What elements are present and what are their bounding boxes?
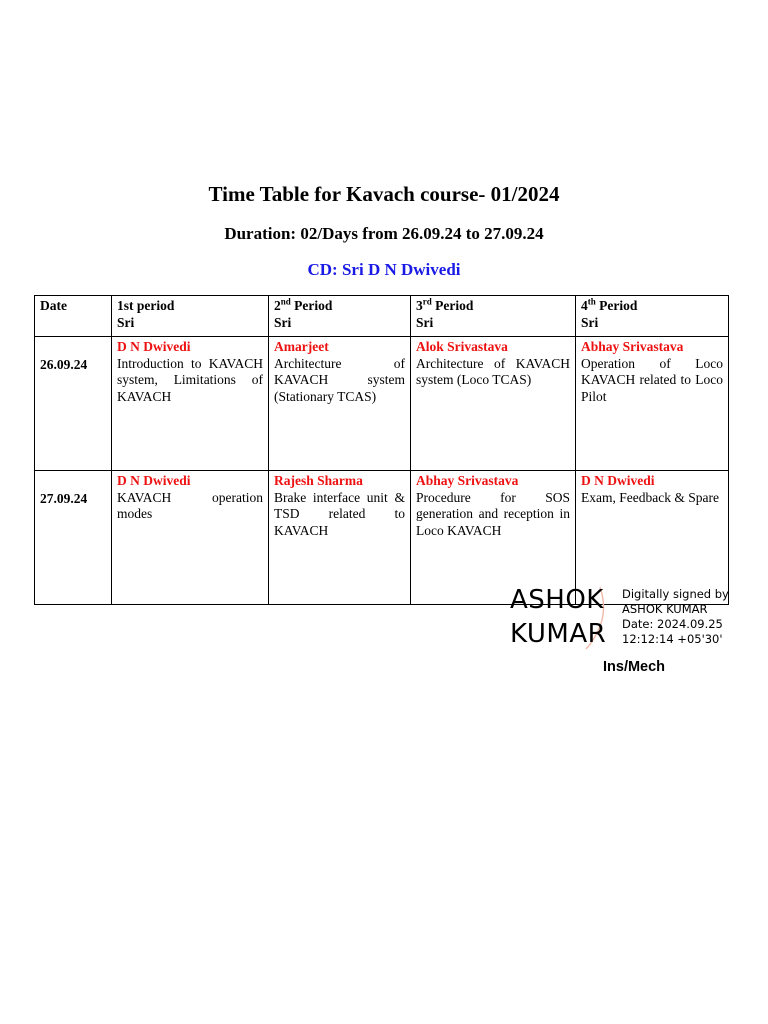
header-period-1: [112, 296, 269, 337]
teacher-name: Amarjeet: [274, 339, 329, 354]
header-label: 2nd Period: [274, 296, 333, 313]
timetable-header-row: [35, 296, 729, 337]
header-period-3: [411, 296, 576, 337]
topic-text: Architecture of KAVACH system (Stationary TCAS): [274, 355, 405, 404]
period-cell: [576, 337, 729, 471]
header-date: [35, 296, 112, 337]
topic-text: KAVACH operation modes: [117, 489, 263, 521]
header-period-2: [269, 296, 411, 337]
topic-text: Brake interface unit & TSD related to KAVACH: [274, 489, 405, 538]
digital-signature: [510, 583, 750, 653]
teacher-name: Alok Srivastava: [416, 339, 508, 354]
period-cell: [269, 337, 411, 471]
header-label: 3rd Period: [416, 296, 474, 313]
page-title: Time Table for Kavach course- 01/2024: [208, 182, 560, 206]
topic-text: Architecture of KAVACH system (Loco TCAS): [416, 355, 570, 387]
header-sri: Sri: [581, 314, 599, 330]
topic-text: Operation of Loco KAVACH related to Loco Pilot: [581, 355, 723, 404]
header-sri: Sri: [117, 314, 135, 330]
period-cell: [112, 337, 269, 471]
signer-name: ASHOK KUMAR: [510, 585, 607, 649]
topic-text: Exam, Feedback & Spare: [581, 489, 719, 505]
period-cell: [269, 471, 411, 605]
timetable: [34, 295, 729, 605]
teacher-name: Rajesh Sharma: [274, 473, 363, 488]
course-duration: Duration: 02/Days from 26.09.24 to 27.09.24: [224, 224, 544, 243]
date-cell: 26.09.24: [35, 337, 112, 471]
topic-text: Procedure for SOS generation and reception in Loco KAVACH: [416, 489, 570, 538]
period-cell: [411, 337, 576, 471]
header-label: 1st period: [117, 298, 175, 313]
topic-text: Introduction to KAVACH system, Limitations of KAVACH: [117, 355, 263, 404]
teacher-name: D N Dwivedi: [117, 339, 191, 354]
table-row: [35, 337, 729, 471]
header-sri: Sri: [416, 314, 434, 330]
designation: Ins/Mech: [603, 659, 666, 675]
header-label: 4th Period: [581, 296, 638, 313]
date-cell: 27.09.24: [35, 471, 112, 605]
teacher-name: Abhay Srivastava: [581, 339, 684, 354]
signature-details: Digitally signed by ASHOK KUMAR Date: 2024.09.25 12:12:14 +05'30': [622, 587, 729, 646]
teacher-name: D N Dwivedi: [581, 473, 655, 488]
header-label: Date: [40, 298, 67, 313]
period-cell: [112, 471, 269, 605]
header-period-4: [576, 296, 729, 337]
teacher-name: D N Dwivedi: [117, 473, 191, 488]
course-director: CD: Sri D N Dwivedi: [307, 260, 461, 279]
header-sri: Sri: [274, 314, 292, 330]
teacher-name: Abhay Srivastava: [416, 473, 519, 488]
